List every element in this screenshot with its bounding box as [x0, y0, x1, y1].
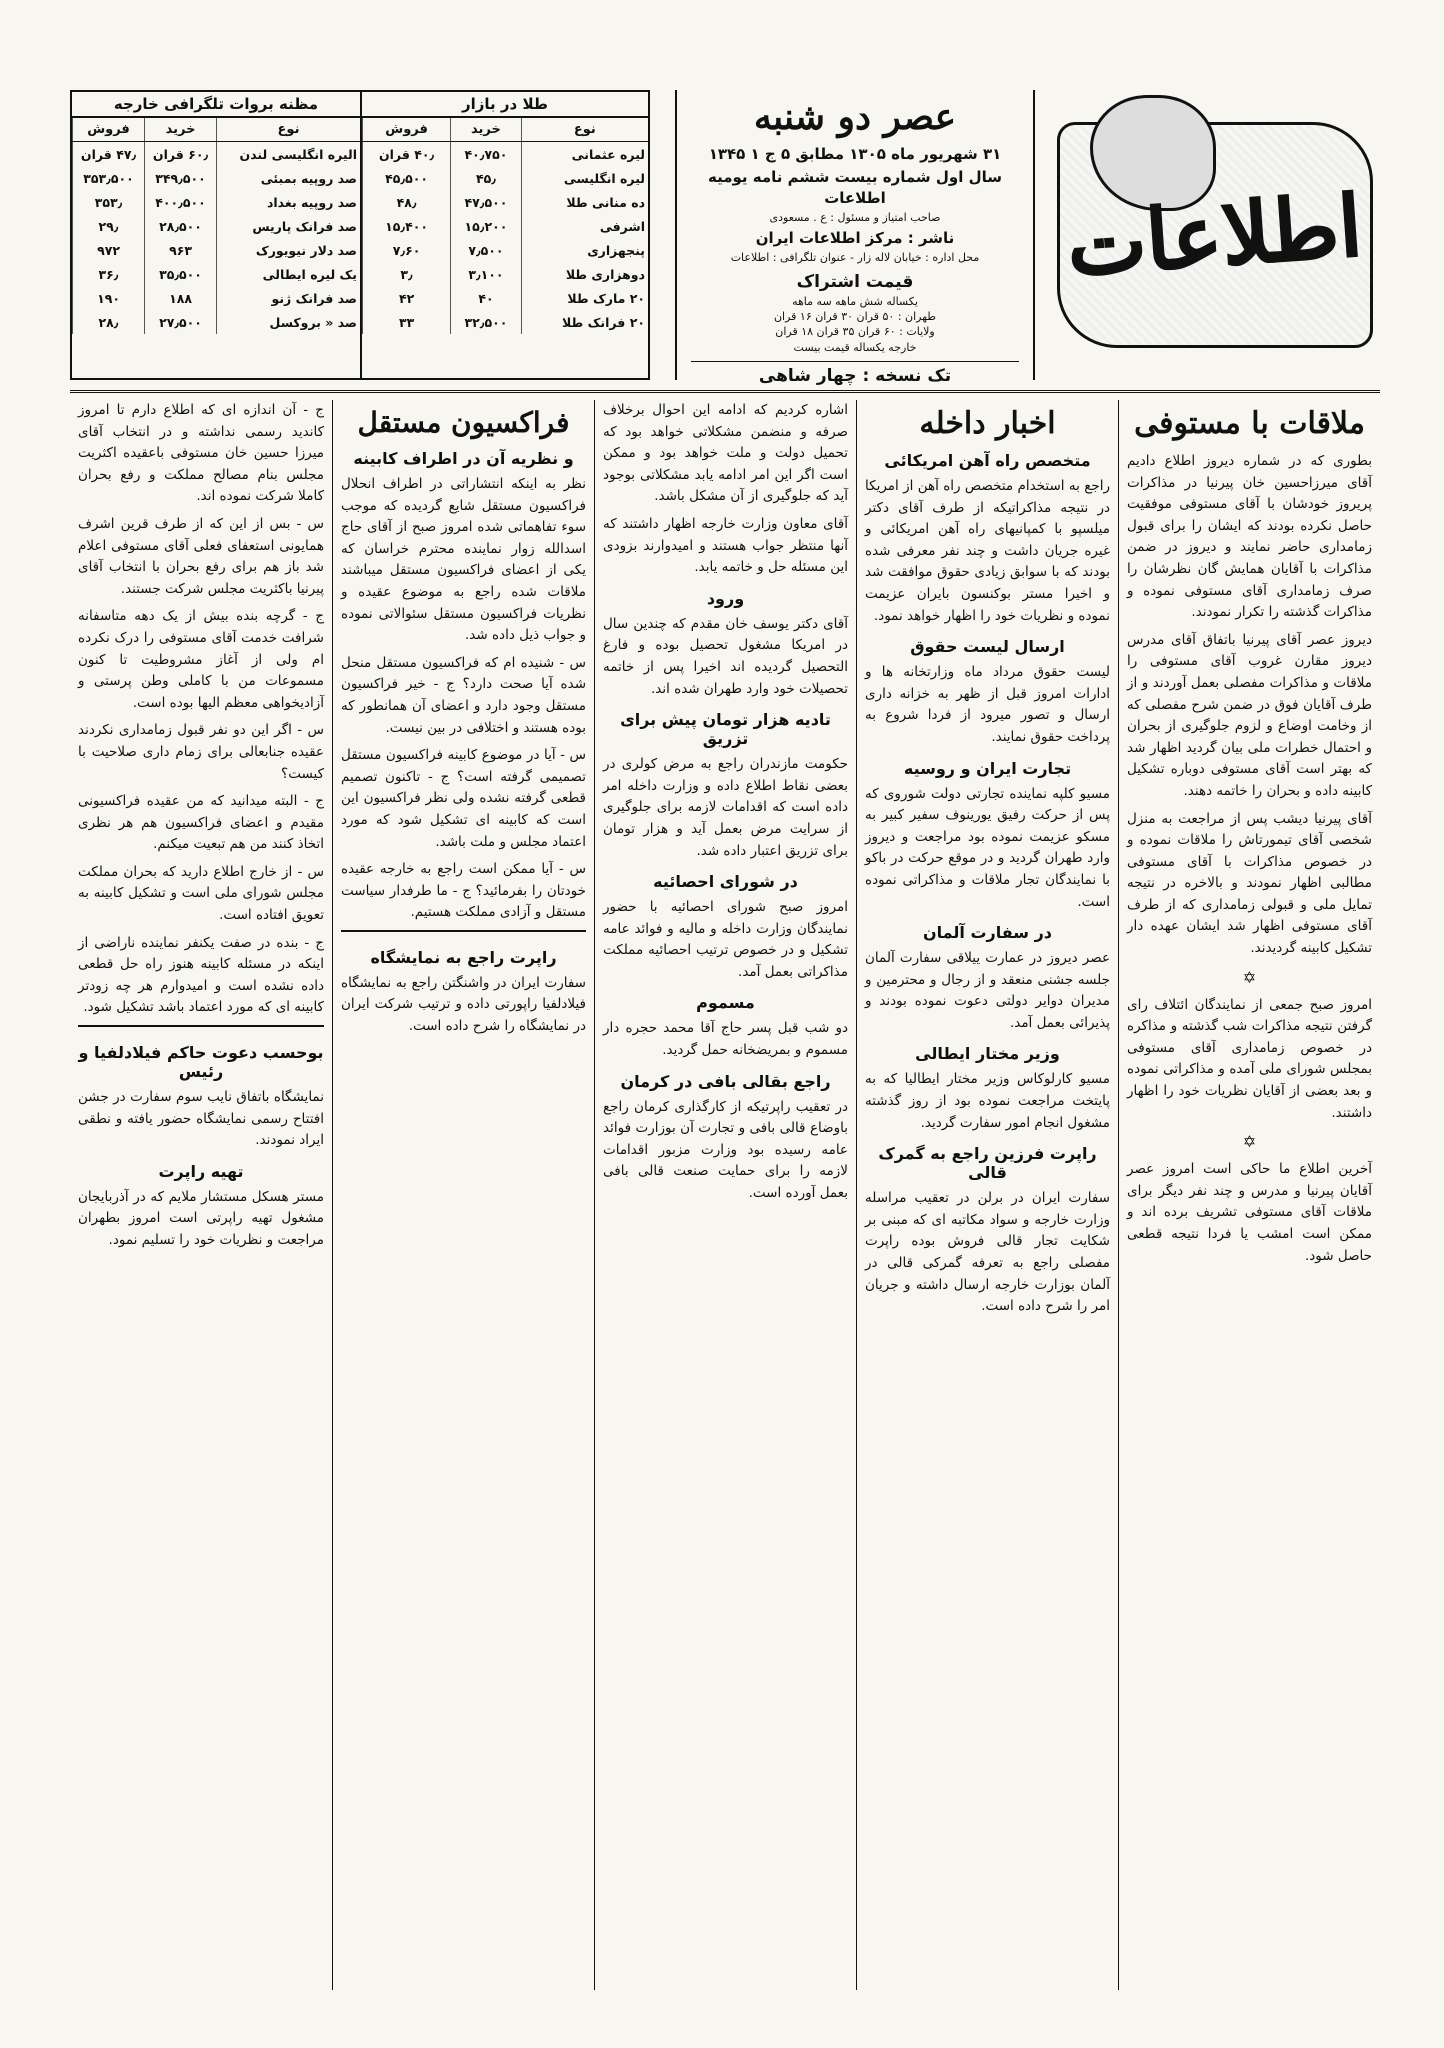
news-subhead: راپرت فرزین راجع به گمرک قالی	[878, 1144, 1097, 1183]
cell: ۲۸٫	[73, 310, 145, 334]
newspaper-page	[70, 90, 1380, 1990]
table-row	[363, 190, 649, 214]
cell: ۱۸۸	[145, 286, 217, 310]
cell: صد فرانک پاریس	[217, 214, 360, 238]
table-row	[73, 166, 361, 190]
cell: ۴۵٫	[451, 166, 522, 190]
article-paragraph: سفارت ایران در واشنگتن راجع به نمایشگاه فیلادلفیا راپورتی داده و ترتیب شرکت ایران در نمایشگاه را شرح داده است.	[341, 974, 586, 1035]
article-paragraph: مسیو کارلوکاس وزیر مختار ایطالیا که به پایتخت مراجعت نموده بود از روز گذشته مشغول انجام امور سفارت گردید.	[865, 1071, 1110, 1131]
article-columns	[70, 400, 1380, 1990]
article-paragraph: آقای دکتر یوسف خان مقدم که چندین سال در امریکا مشغول تحصیل بوده و فارغ التحصیل گردیده اند اخیرا پس از خاتمه تحصیلات خود وارد طهران شده اند.	[603, 615, 848, 697]
cell: صد دلار نیویورک	[217, 238, 360, 262]
article-paragraph: س - شنیده ام که فراکسیون مستقل منحل شده آیا صحت دارد؟ ج - خیر فراکسیون مستقل وجود دارد و اعضای آن همانطور که بوده هستند و اختلافی در بین نیست.	[341, 654, 586, 736]
gold-header-buy: خرید	[451, 118, 522, 142]
star-ornament-icon: ✡	[1242, 1132, 1257, 1152]
issue-info-box	[675, 90, 1035, 387]
table-row	[73, 238, 361, 262]
table-row	[73, 310, 361, 334]
column-domestic-news	[856, 400, 1118, 1990]
table-row	[363, 166, 649, 190]
cell: ۴۰٫ قران	[363, 142, 451, 167]
table-row	[73, 262, 361, 286]
cell: ۲۰ فرانک طلا	[521, 310, 648, 334]
cell: ۴۸٫	[363, 190, 451, 214]
article-paragraph: سفارت ایران در برلن در تعقیب مراسله وزارت خارجه و سواد مکاتبه ای که مبنی بر شکایت تجار قالی فروش بوده راپرت مفصلی راجع به تعرفه گمرکی قالی در آلمان بوزارت خارجه ارسال داشته و جریان امر را شرح داده است.	[865, 1190, 1110, 1315]
news-subhead: ورود	[706, 588, 745, 608]
table-row	[73, 286, 361, 310]
subscription-provinces: ولایات : ۶۰ قران ۳۵ قران ۱۸ قران	[775, 325, 935, 339]
cell: صد روپیه بمبئی	[217, 166, 360, 190]
cell: ۴۲	[363, 286, 451, 310]
news-subhead: متخصص راه آهن امریکائی	[884, 451, 1091, 470]
news-subhead: وزیر مختار ایطالی	[915, 1044, 1060, 1064]
exhibition-report-box	[341, 930, 586, 1038]
cell: دوهزاری طلا	[521, 262, 648, 286]
cell: ۳۳	[363, 310, 451, 334]
cell: ۱۹۰	[73, 286, 145, 310]
cell: صد « بروکسل	[217, 310, 360, 334]
single-copy-price: تک نسخه : چهار شاهی	[691, 361, 1019, 386]
cell: ۲۰ مارک طلا	[521, 286, 648, 310]
column-meeting-mostofi	[1118, 400, 1380, 1990]
article-paragraph: مسیو کلپه نماینده تجارتی دولت شوروی که پس از حرکت رفیق یورینوف سفیر کبیر به مسکو عزیمت نموده بود مراجعت و دیروز وارد طهران گردید و در موقع حرکت در باکو با نمایندگان تجار ملاقات و مذاکراتی نموده است.	[865, 785, 1110, 910]
cell: ۲۸٫۵۰۰	[145, 214, 217, 238]
market-tables	[70, 90, 650, 380]
cell: اشرفی	[521, 214, 648, 238]
exchange-header-type: نوع	[217, 118, 360, 142]
cell: ۳۵۳٫۵۰۰	[73, 166, 145, 190]
article-headline: فراکسیون مستقل	[357, 406, 570, 439]
newspaper-logo	[1050, 90, 1380, 380]
table-row	[73, 190, 361, 214]
news-subhead: تجارت ایران و روسیه	[903, 758, 1072, 778]
cell: ۳۵۳٫	[73, 190, 145, 214]
gold-header-type: نوع	[521, 118, 648, 142]
cell: ۳۲٫۵۰۰	[451, 310, 522, 334]
article-paragraph: راجع به استخدام متخصص راه آهن از امریکا در نتیجه مذاکراتیکه از طرف آقای دکتر میلسپو با کمپانیهای راه آهن امریکائی و غیره جریان داشت و چند نفر معرفی شده بودند که با سوابق زیادی حقوق موافقت شد و اخیرا مستر بوکنسون بایران عزیمت نموده و نظریات خود را اظهار خواهد نمود.	[865, 478, 1110, 624]
cell: ۴۰۰٫۵۰۰	[145, 190, 217, 214]
table-row	[73, 142, 361, 167]
cell: ۳٫	[363, 262, 451, 286]
article-paragraph: ج - آن اندازه ای که اطلاع دارم تا امروز کاندید رسمی نداشته و در انتخاب آقای میرزا حسین خان مستوفی باعقیده اکثریت مجلس بنام مصالح مملکت و رفع بحران کاملا شرکت نموده اند.	[78, 402, 324, 505]
table-row	[363, 262, 649, 286]
cell: ۶۰٫ قران	[145, 142, 217, 167]
news-subhead: راپرت راجع به نمایشگاه	[370, 947, 557, 967]
news-subhead: بوحسب دعوت حاکم فیلادلفیا و رئیس	[78, 1043, 324, 1082]
article-paragraph: ج - بنده در صفت یکنفر نماینده ناراضی از اینکه در مسئله کابینه هنوز راه حل قطعی داده نشده است و امیدوارم هر چه زودتر کابینه ای که مورد اعتماد باشد تشکیل شود.	[78, 934, 324, 1016]
column-interview-continued	[70, 400, 332, 1990]
publisher-line: ناشر : مرکز اطلاعات ایران	[755, 229, 955, 248]
column-news-continued	[594, 400, 856, 1990]
cell: ۷٫۶۰	[363, 238, 451, 262]
cell: ۷٫۵۰۰	[451, 238, 522, 262]
cell: ۲۹٫	[73, 214, 145, 238]
article-paragraph: ج - گرچه بنده بیش از یک دهه متاسفانه شرافت خدمت آقای مستوفی را درک نکرده ام ولی از آغاز مشروطیت تا کنون مسموعات من با کاملی وطن پرستی و آزادیخواهی معظم الیها بوده است.	[78, 608, 324, 711]
cell: ۲۷٫۵۰۰	[145, 310, 217, 334]
cell: صد فرانک ژنو	[217, 286, 360, 310]
cell: الیره انگلیسی لندن	[217, 142, 360, 167]
article-paragraph: عصر دیروز در عمارت ییلاقی سفارت آلمان جلسه جشنی منعقد و از رجال و محترمین و مدیران دوایر دولتی دعوت نموده بودند و پذیرائی بعمل آمد.	[865, 950, 1110, 1031]
cell: ۳۴۹٫۵۰۰	[145, 166, 217, 190]
article-paragraph: س - بس از این که از طرف قرین اشرف همایونی استعفای فعلی آقای مستوفی اعلام شد باز هم برای رفع بحران با انتخاب آقای پیرنیا باکثریت مجلس شرکت جستند.	[78, 515, 324, 597]
cell: ۳۵٫۵۰۰	[145, 262, 217, 286]
article-paragraph: س - آیا در موضوع کابینه فراکسیون مستقل تصمیمی گرفته است؟ ج - تاکنون تصمیم قطعی گرفته نشده ولی نظر فراکسیون این است که کابینه ای تشکیل شود که مورد اعتماد مجلس و ملت باشد.	[341, 747, 586, 850]
cell: ۳٫۱۰۰	[451, 262, 522, 286]
cell: لیره انگلیسی	[521, 166, 648, 190]
owner-line: صاحب امتیاز و مسئول : ع . مسعودی	[769, 210, 941, 224]
news-subhead: در سفارت آلمان	[923, 923, 1052, 943]
cell: صد روپیه بغداد	[217, 190, 360, 214]
cell: ده منانی طلا	[521, 190, 648, 214]
article-paragraph: آقای معاون وزارت خارجه اظهار داشتند که آنها منتظر جواب هستند و امیدوارند بزودی این مسئله حل و خاتمه یابد.	[603, 515, 848, 576]
article-paragraph: حکومت مازندران راجع به مرض کولری در بعضی نقاط اطلاع داده و وزارت داخله امر داده است که اقدامات لازمه برای جلوگیری از سرایت مرض بعمل آید و هزار تومان برای تزریق اعتبار داده شد.	[603, 756, 848, 859]
cell: ۳۶٫	[73, 262, 145, 286]
article-paragraph: دیروز عصر آقای پیرنیا باتفاق آقای مدرس دیروز مقارن غروب آقای مستوفی را ملاقات و مذاکرات مفصلی بعمل آوردند و از طرف آقایان فوق در ضمن شرح مفصلی که از وخامت اوضاع و لزوم جلوگیری از بحران و احتمال خطرات ملی بیان گردید اظهار شد که بهتر است آقای مستوفی دوباره تشکیل کابینه داده و بحران را خاتمه دهند.	[1127, 631, 1372, 799]
logo-scroll-ornament	[1057, 122, 1373, 348]
article-paragraph: اشاره کردیم که ادامه این احوال برخلاف صرفه و منضمن مشکلاتی خواهد بود که تحمیل دولت و ملت خواهد بود و ممکن است اگر این امر ادامه یابد مشکلاتی بوجود آید که جلوگیری از آن مشکل باشد.	[603, 402, 848, 505]
issue-number: سال اول شماره بیست ششم نامه یومیه اطلاعات	[707, 168, 1002, 207]
news-subhead: راجع بقالی بافی در کرمان	[620, 1071, 831, 1091]
table-row	[363, 286, 649, 310]
cell: ۱۵٫۲۰۰	[451, 214, 522, 238]
article-subhead: و نظریه آن در اطراف کابینه	[353, 449, 574, 468]
subscription-title: قیمت اشتراک	[796, 271, 914, 292]
gold-header-sell: فروش	[363, 118, 451, 142]
cell: پنجهزاری	[521, 238, 648, 262]
article-paragraph: آخرین اطلاع ما حاکی است امروز عصر آقایان پیرنیا و مدرس و چند نفر دیگر برای ملاقات آقای مستوفی تشریف برده اند و ممکن است امشب یا فردا نتیجه قطعی حاصل شود.	[1127, 1161, 1372, 1264]
article-paragraph: بطوری که در شماره دیروز اطلاع دادیم آقای میرزاحسین خان پیرنیا در مذاکرات پریروز خودشان با آقای مستوفی موفقیت حاصل نکرده بودند که ایشان را برای قبول زمامداری حاضر نمایند و دیروز در ضمن مذاکرات با آقایان همایش گان نظرشان را صرف زمامداری آقای مستوفی نموده و مذاکرات گذشته را تکرار نمودند.	[1127, 453, 1372, 621]
article-paragraph: امروز صبح جمعی از نمایندگان ائتلاف رای گرفتن نتیجه مذاکرات شب گذشته و مذاکره در خصوص زمامداری آقای مستوفی بمجلس شورای ملی آمده و مذاکراتی نموده و بعد بعضی از آقایان نظریات خود را اظهار داشتند.	[1127, 996, 1372, 1121]
cell: لیره عثمانی	[521, 142, 648, 167]
table-row	[73, 214, 361, 238]
news-subhead: تادیه هزار تومان پیش برای تزریق	[620, 710, 831, 749]
cell: ۴۷٫۵۰۰	[451, 190, 522, 214]
exchange-table-title: مظنه بروات تلگرافی خارجه	[72, 92, 360, 118]
exchange-rates-table	[70, 90, 360, 380]
article-paragraph: دو شب قبل پسر حاج آقا محمد حجره دار مسموم و بمریضخانه حمل گردید.	[603, 1020, 848, 1059]
table-row	[363, 238, 649, 262]
gold-market-table	[360, 90, 650, 380]
article-paragraph: نظر به اینکه انتشاراتی در اطراف انحلال فراکسیون مستقل شایع گردیده که موجب سوء تفاهماتی شده امروز صبح از آقای حاج اسدالله زوار نماینده محترم خراسان که یکی از اعضای فراکسیون مستقل میباشند ملاقات شده راجع به موضوع عقیده و نظریات فراکسیون مستقل سئوالاتی نموده و جواب ذیل داده شد.	[341, 476, 586, 644]
star-ornament-icon: ✡	[1242, 967, 1257, 987]
article-paragraph: س - از خارج اطلاع دارید که بحران مملکت مجلس شورای ملی است و تشکیل کابینه به تعویق افتاده است.	[78, 863, 324, 924]
article-paragraph: مستر هسکل مستشار ملایم که در آذربایجان مشغول تهیه راپرتی است امروز بطهران مراجعت و نظریات خود را تسلیم نمود.	[78, 1188, 324, 1248]
table-row	[363, 142, 649, 167]
issue-day: عصر دو شنبه	[753, 96, 957, 138]
table-row	[363, 310, 649, 334]
table-row	[363, 214, 649, 238]
article-paragraph: لیست حقوق مرداد ماه وزارتخانه ها و ادارات امروز قبل از ظهر به خزانه داری ارسال و تصور میرود از فردا شروع به پرداخت حقوق نمایند.	[865, 664, 1110, 745]
logo-title: اطلاعات	[1064, 175, 1366, 295]
article-paragraph: امروز صبح شورای احصائیه با حضور نمایندگان وزارت داخله و مالیه و فوائد عامه تشکیل و در خصوص ترتیب احصائیه مملکت مذاکراتی بعمل آمد.	[603, 899, 848, 980]
article-paragraph: نمایشگاه باتفاق نایب سوم سفارت در جشن افتتاح رسمی نمایشگاه حضور یافته و نطقی ایراد نمودند.	[78, 1089, 324, 1149]
issue-date: ۳۱ شهریور ماه ۱۳۰۵ مطابق ۵ ج ۱ ۱۳۴۵	[708, 145, 1002, 163]
article-headline: ملاقات با مستوفی	[1134, 406, 1365, 441]
article-headline: اخبار داخله	[919, 406, 1056, 441]
news-subhead: ارسال لیست حقوق	[910, 637, 1065, 657]
subscription-header: یکساله شش ماهه سه ماهه	[792, 294, 918, 308]
gold-table-title: طلا در بازار	[362, 92, 648, 118]
cell: ۴۵٫۵۰۰	[363, 166, 451, 190]
news-subhead: در شورای احصائیه	[653, 872, 798, 892]
exchange-header-sell: فروش	[73, 118, 145, 142]
article-paragraph: در تعقیب راپرتیکه از کارگذاری کرمان راجع باوضاع قالی بافی و تجارت آن بوزارت فوائد عامه رسیده بود وزارت مزبور اقدامات لازمه را برای حمایت صنعت قالی بافی بعمل آورده است.	[603, 1098, 848, 1202]
column-independent-faction	[332, 400, 594, 1990]
article-paragraph: س - اگر این دو نفر قبول زمامداری نکردند عقیده جنابعالی برای زمام داری صلاحیت با کیست؟	[78, 722, 324, 782]
cell: ۹۷۲	[73, 238, 145, 262]
philadelphia-box	[78, 1025, 324, 1252]
article-paragraph: آقای پیرنیا دیشب پس از مراجعت به منزل شخصی آقای تیمورتاش را ملاقات نموده و در خصوص مذاکرات با آقای مستوفی مطالبی اظهار نمودند و بالاخره در نتیجه تمایل ملی و قبولی زمامداری که از طرف آقای مستوفی اظهار شد ایشان عهده دار تشکیل کابینه گردیدند.	[1127, 810, 1372, 957]
cell: ۴۰٫۷۵۰	[451, 142, 522, 167]
exchange-header-buy: خرید	[145, 118, 217, 142]
subscription-abroad: خارجه یکساله قیمت بیست	[793, 340, 917, 354]
news-subhead: تهیه راپرت	[158, 1161, 244, 1181]
cell: ۹۶۳	[145, 238, 217, 262]
masthead	[70, 90, 1380, 393]
subscription-tehran: طهران : ۵۰ قران ۳۰ قران ۱۶ قران	[773, 309, 937, 323]
cell: ۴۰	[451, 286, 522, 310]
article-paragraph: ج - البته میدانید که من عقیده فراکسیونی مقیدم و اعضای فراکسیون هم هر نظری اتخاذ کنند من هم تبعیت میکنم.	[78, 793, 324, 853]
cell: یک لیره ایطالی	[217, 262, 360, 286]
article-paragraph: س - آیا ممکن است راجع به خارجه عقیده خودتان را بفرمائید؟ ج - ما طرفدار سیاست مستقل و آزادی مملکت هستیم.	[341, 861, 586, 921]
cell: ۱۵٫۴۰۰	[363, 214, 451, 238]
news-subhead: مسموم	[696, 993, 755, 1013]
cell: ۴۷٫ قران	[73, 142, 145, 167]
address-line: محل اداره : خیابان لاله زار - عنوان تلگرافی : اطلاعات	[730, 251, 980, 265]
